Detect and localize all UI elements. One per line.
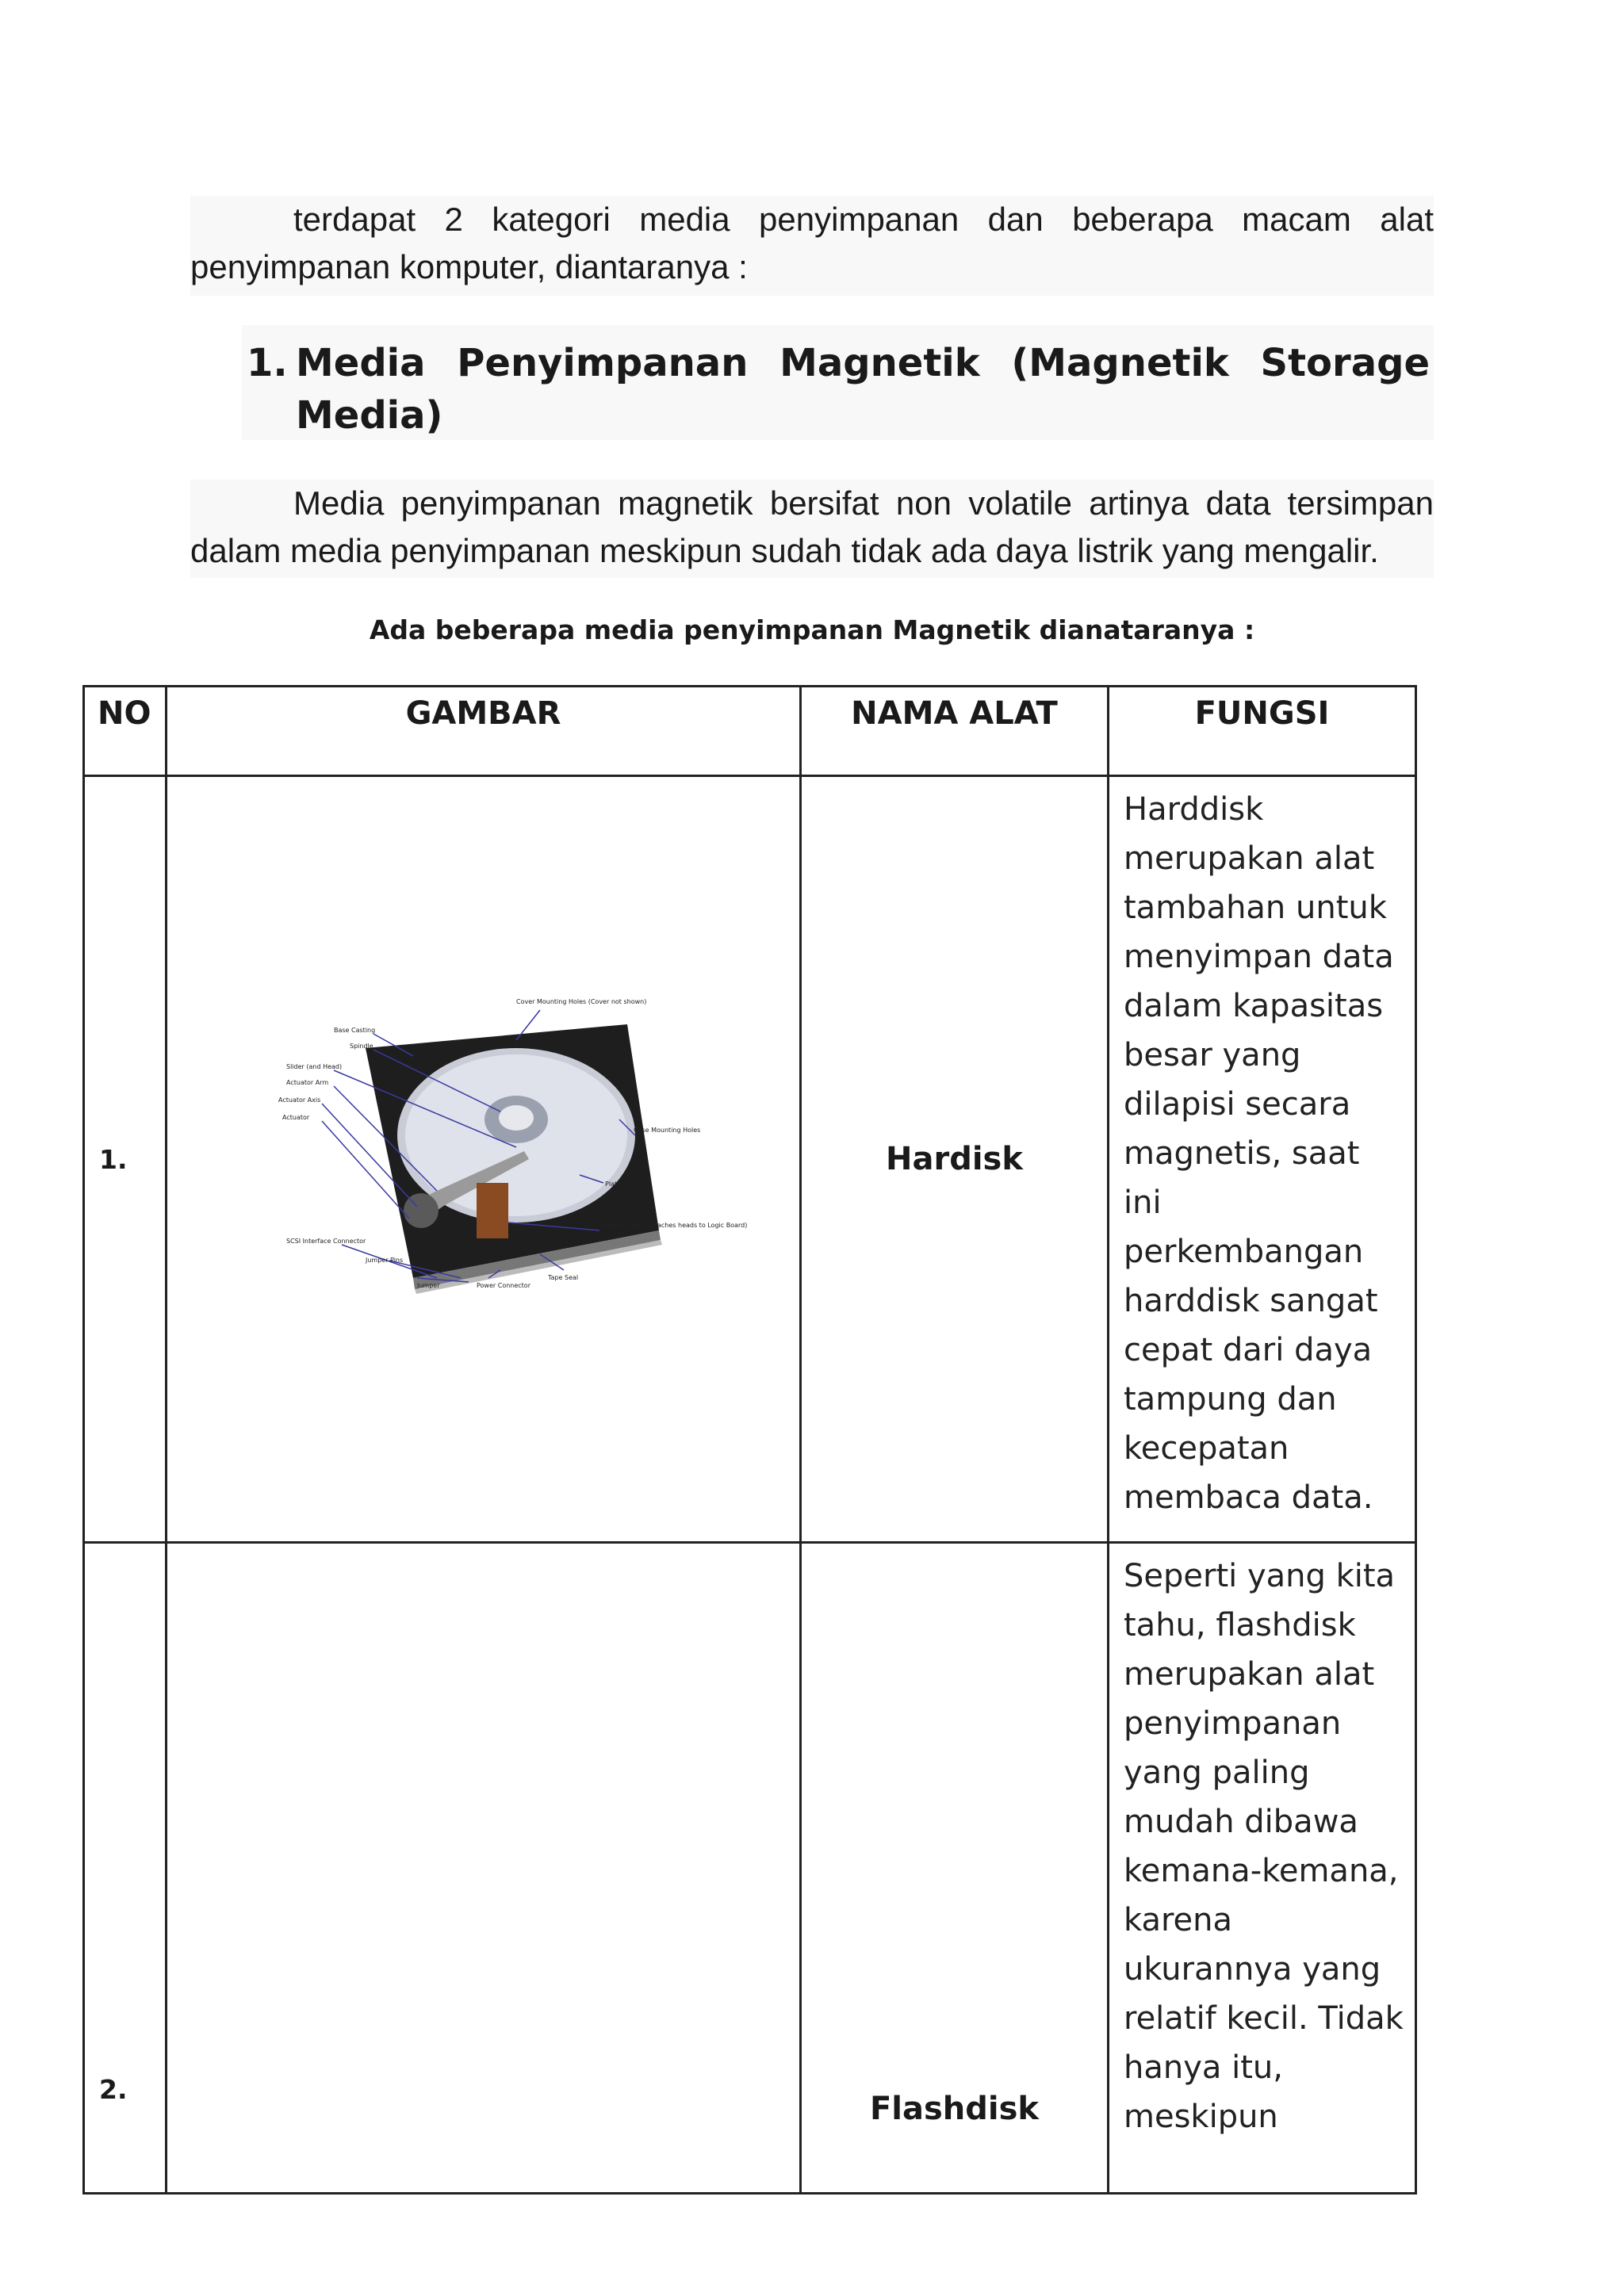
hdd-label-scsi: SCSI Interface Connector bbox=[286, 1238, 366, 1245]
hdd-label-platters: Platters bbox=[605, 1181, 630, 1188]
hard-disk-diagram bbox=[278, 993, 748, 1326]
hdd-label-jumper-pins: Jumper Pins bbox=[366, 1257, 404, 1264]
intro-text: terdapat 2 kategori media penyimpanan dan beberapa macam alat penyimpanan komputer, diantaranya : bbox=[190, 201, 1434, 285]
hdd-label-case-holes: Case Mounting Holes bbox=[634, 1127, 701, 1134]
hdd-label-base-casting: Base Casting bbox=[334, 1027, 376, 1034]
table-header-row bbox=[84, 687, 1416, 776]
hdd-spindle-cap bbox=[499, 1105, 534, 1131]
table-row bbox=[84, 1543, 1416, 2194]
heading-text: Media Penyimpanan Magnetik (Magnetik Storage Media) bbox=[296, 341, 1430, 438]
hdd-label-ribbon-cable: Ribbon Cable (attaches heads to Logic Board) bbox=[602, 1222, 748, 1229]
header-fungsi: FUNGSI bbox=[1109, 687, 1416, 776]
heading-number: 1. bbox=[247, 341, 288, 385]
hdd-label-actuator-arm: Actuator Arm bbox=[286, 1079, 329, 1086]
description-text: Media penyimpanan magnetik bersifat non volatile artinya data tersimpan dalam media penyimpanan meskipun sudah tidak ada daya listrik yang mengalir. bbox=[190, 484, 1434, 569]
row-image-cell bbox=[167, 776, 801, 1543]
hdd-label-tape-seal: Tape Seal bbox=[548, 1274, 579, 1281]
hdd-ribbon-cable bbox=[477, 1183, 508, 1238]
section-heading bbox=[242, 325, 1434, 440]
hdd-label-actuator-axis: Actuator Axis bbox=[278, 1096, 321, 1104]
header-no: NO bbox=[84, 687, 167, 776]
header-nama-alat: NAMA ALAT bbox=[801, 687, 1109, 776]
intro-paragraph bbox=[190, 196, 1434, 296]
table-row bbox=[84, 776, 1416, 1543]
hdd-label-slider: Slider (and Head) bbox=[286, 1063, 343, 1070]
hdd-label-power: Power Connector bbox=[477, 1282, 530, 1289]
hdd-label-spindle: Spindle bbox=[350, 1043, 373, 1050]
row-number: 1. bbox=[84, 776, 167, 1543]
row-function: Harddisk merupakan alat tambahan untuk menyimpan data dalam kapasitas besar yang dilapisi secara magnetis, saat ini perkembangan harddisk sangat cepat dari daya tampung dan kecepatan membaca data. bbox=[1109, 776, 1416, 1543]
table-caption: Ada beberapa media penyimpanan Magnetik dianataranya : bbox=[369, 614, 1255, 645]
row-image-cell bbox=[167, 1543, 801, 2194]
hdd-label-jumper: Jumper bbox=[417, 1282, 440, 1289]
header-gambar: GAMBAR bbox=[167, 687, 801, 776]
row-tool-name: Flashdisk bbox=[801, 1543, 1109, 2194]
row-tool-name: Hardisk bbox=[801, 776, 1109, 1543]
storage-media-table bbox=[82, 685, 1417, 2195]
row-number: 2. bbox=[84, 1543, 167, 2194]
description-paragraph bbox=[190, 480, 1434, 578]
row-function: Seperti yang kita tahu, flashdisk merupakan alat penyimpanan yang paling mudah dibawa kemana-kemana, karena ukurannya yang relatif kecil. Tidak hanya itu, meskipun bbox=[1109, 1543, 1416, 2194]
hdd-label-cover-holes: Cover Mounting Holes (Cover not shown) bbox=[516, 998, 647, 1005]
hdd-label-actuator: Actuator bbox=[282, 1114, 310, 1121]
